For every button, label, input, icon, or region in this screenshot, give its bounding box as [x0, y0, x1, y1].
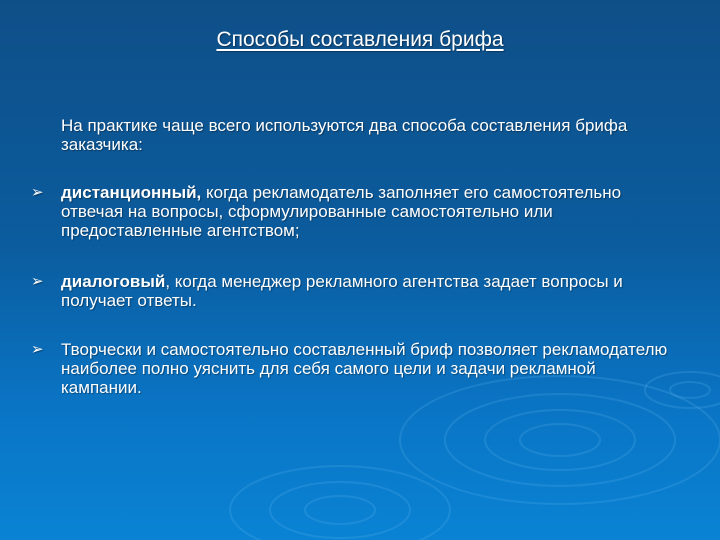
- list-item: [31, 183, 681, 240]
- list-item: [31, 272, 681, 310]
- slide-title: Способы составления брифа: [216, 28, 504, 51]
- item-text: Творчески и самостоятельно составленный бриф позволяет рекламодателю наиболее полно уяснить для себя самого цели и задачи рекламной кампании.: [61, 340, 668, 397]
- arrow-bullet-icon: ➢: [31, 341, 44, 358]
- item-text: , когда менеджер рекламного агентства задает вопросы и получает ответы.: [61, 272, 623, 310]
- arrow-bullet-icon: ➢: [31, 273, 44, 290]
- list-item: [31, 340, 681, 397]
- item-text: когда рекламодатель заполняет его самостоятельно отвечая на вопросы, сформулированные самостоятельно или предоставленные агентством;: [61, 183, 622, 240]
- intro-paragraph: На практике чаще всего используются два способа составления брифа заказчика:: [61, 116, 628, 154]
- item-bold-term: диалоговый: [61, 272, 166, 291]
- arrow-bullet-icon: ➢: [31, 184, 44, 201]
- item-bold-term: дистанционный,: [61, 183, 202, 202]
